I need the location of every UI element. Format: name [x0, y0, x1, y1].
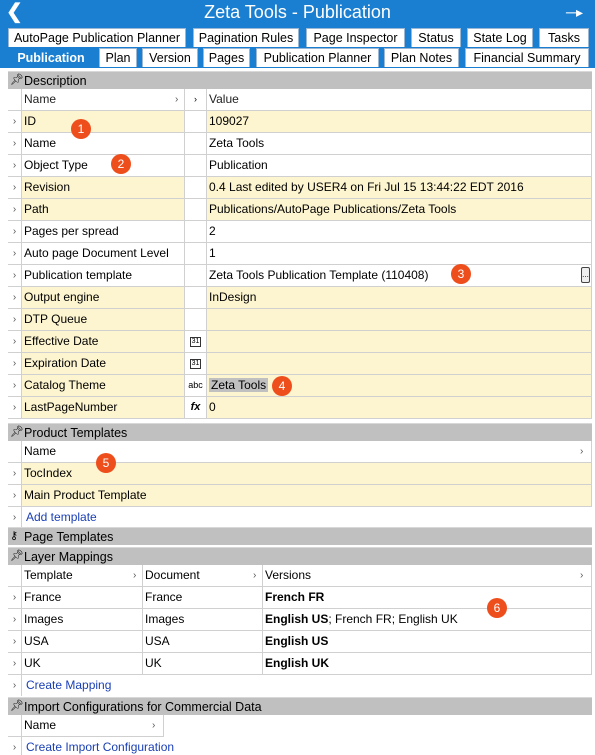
- chevron-right-icon[interactable]: ›: [8, 485, 22, 506]
- table-header-row: [8, 565, 592, 587]
- chevron-right-icon[interactable]: ›: [8, 111, 22, 132]
- template-cell: Images: [22, 609, 143, 630]
- tab-page-inspector[interactable]: Page Inspector: [306, 28, 405, 47]
- column-header-name[interactable]: Name: [22, 715, 164, 736]
- create-mapping-link[interactable]: Create Mapping: [26, 678, 112, 692]
- versions-cell: French FR: [263, 587, 592, 608]
- chevron-right-icon[interactable]: ›: [580, 446, 584, 457]
- property-row-output-engine[interactable]: [8, 287, 592, 309]
- title-bar: [0, 0, 595, 25]
- property-value[interactable]: [207, 309, 592, 330]
- create-row: [8, 737, 592, 755]
- chevron-right-icon[interactable]: ›: [8, 133, 22, 154]
- chevron-right-icon: ›: [8, 675, 22, 696]
- tab-plan[interactable]: Plan: [99, 48, 137, 67]
- property-value[interactable]: Zeta Tools: [207, 133, 592, 154]
- property-row-pages-per-spread[interactable]: [8, 221, 592, 243]
- property-name: Auto page Document Level: [22, 243, 185, 264]
- chevron-right-icon[interactable]: ›: [8, 653, 22, 674]
- document-cell: USA: [143, 631, 263, 652]
- property-row-dtp-queue[interactable]: [8, 309, 592, 331]
- property-value[interactable]: InDesign: [207, 287, 592, 308]
- property-value[interactable]: 109027: [207, 111, 592, 132]
- chevron-right-icon[interactable]: ›: [8, 287, 22, 308]
- description-table: [8, 89, 592, 419]
- property-name: Output engine: [22, 287, 185, 308]
- back-chevron-icon[interactable]: ❮: [6, 1, 23, 23]
- property-row-expiration-date[interactable]: [8, 353, 592, 375]
- template-cell: UK: [22, 653, 143, 674]
- calendar-icon[interactable]: 31: [191, 337, 200, 345]
- property-row-id[interactable]: [8, 111, 592, 133]
- property-value[interactable]: 2: [207, 221, 592, 242]
- document-cell: UK: [143, 653, 263, 674]
- section-label: Description: [24, 74, 87, 88]
- property-name: Effective Date: [22, 331, 185, 352]
- property-value[interactable]: 0.4 Last edited by USER4 on Fri Jul 15 13:44:22 EDT 2016: [207, 177, 592, 198]
- list-item[interactable]: [8, 485, 592, 507]
- template-cell: France: [22, 587, 143, 608]
- chevron-right-icon[interactable]: ›: [8, 587, 22, 608]
- callout-badge-5: 5: [96, 453, 116, 473]
- property-name: Revision: [22, 177, 185, 198]
- tab-status[interactable]: Status: [411, 28, 461, 47]
- chevron-right-icon[interactable]: ›: [8, 221, 22, 242]
- product-templates-table: [8, 441, 592, 528]
- property-value[interactable]: [207, 331, 592, 352]
- calendar-icon[interactable]: 31: [191, 359, 200, 367]
- property-name: LastPageNumber: [22, 397, 185, 418]
- chevron-right-icon[interactable]: ›: [185, 89, 207, 110]
- callout-badge-2: 2: [111, 154, 131, 174]
- column-header-name[interactable]: Name: [22, 441, 592, 462]
- document-cell: Images: [143, 609, 263, 630]
- document-cell: France: [143, 587, 263, 608]
- import-configurations-section-header[interactable]: [8, 697, 592, 715]
- text-type-icon: abc: [188, 380, 203, 390]
- property-value[interactable]: [207, 265, 592, 286]
- property-name: Pages per spread: [22, 221, 185, 242]
- column-header-name[interactable]: Name: [22, 89, 185, 110]
- template-name: TocIndex: [22, 463, 592, 484]
- property-name: Object Type: [22, 155, 185, 176]
- catalog-theme-value: Zeta Tools: [211, 378, 267, 392]
- layer-mappings-table: [8, 565, 592, 696]
- chevron-right-icon[interactable]: ›: [133, 570, 137, 581]
- chevron-right-icon[interactable]: ›: [8, 243, 22, 264]
- sort-chevron-icon[interactable]: ›: [175, 94, 179, 105]
- property-value[interactable]: 0: [207, 397, 592, 418]
- callout-badge-1: 1: [71, 119, 91, 139]
- chevron-right-icon[interactable]: ›: [8, 397, 22, 418]
- add-row: [8, 507, 592, 528]
- create-import-configuration-link[interactable]: Create Import Configuration: [26, 740, 175, 754]
- property-name: Catalog Theme: [22, 375, 185, 396]
- chevron-right-icon[interactable]: ›: [8, 609, 22, 630]
- property-name: Expiration Date: [22, 353, 185, 374]
- table-row[interactable]: [8, 653, 592, 675]
- chevron-right-icon: ›: [8, 507, 22, 528]
- tab-publication-planner[interactable]: Publication Planner: [256, 48, 379, 67]
- property-row-object-type[interactable]: [8, 155, 592, 177]
- chevron-right-icon[interactable]: ›: [8, 155, 22, 176]
- section-label: Import Configurations for Commercial Data: [24, 700, 262, 714]
- property-name: ID: [22, 111, 185, 132]
- column-header-value[interactable]: Value: [207, 89, 592, 110]
- column-header-versions[interactable]: Versions: [263, 565, 592, 586]
- versions-cell: English US; French FR; English UK: [263, 609, 592, 630]
- property-value[interactable]: Publications/AutoPage Publications/Zeta Tools: [207, 199, 592, 220]
- property-value[interactable]: [207, 375, 592, 396]
- tab-pagination-rules[interactable]: Pagination Rules: [193, 28, 299, 47]
- add-template-link[interactable]: Add template: [26, 510, 97, 524]
- template-name: Main Product Template: [22, 485, 592, 506]
- chevron-right-icon: ›: [8, 737, 22, 755]
- tab-state-log[interactable]: State Log: [467, 28, 533, 47]
- table-header-row: [8, 89, 592, 111]
- chevron-right-icon[interactable]: ›: [253, 570, 257, 581]
- pin-icon[interactable]: 📌︎: [10, 74, 24, 86]
- chevron-right-icon[interactable]: ›: [8, 309, 22, 330]
- layer-mappings-section-header[interactable]: [8, 547, 592, 565]
- product-templates-section-header[interactable]: [8, 423, 592, 441]
- chevron-right-icon[interactable]: ›: [8, 331, 22, 352]
- section-label: Layer Mappings: [24, 550, 113, 564]
- property-name: Name: [22, 133, 185, 154]
- chevron-right-icon[interactable]: ›: [152, 720, 156, 731]
- window-title: Zeta Tools - Publication: [204, 2, 391, 22]
- property-name: DTP Queue: [22, 309, 185, 330]
- property-name: Path: [22, 199, 185, 220]
- chevron-right-icon[interactable]: ›: [8, 631, 22, 652]
- property-value[interactable]: Publication: [207, 155, 592, 176]
- publication-template-value: Zeta Tools Publication Template (110408): [209, 268, 429, 282]
- tab-plan-notes[interactable]: Plan Notes: [384, 48, 459, 67]
- property-row-revision[interactable]: [8, 177, 592, 199]
- tab-pages[interactable]: Pages: [203, 48, 250, 67]
- chevron-right-icon[interactable]: ›: [8, 463, 22, 484]
- callout-badge-4: 4: [272, 376, 292, 396]
- chevron-right-icon[interactable]: ›: [8, 265, 22, 286]
- table-header-row: [8, 715, 164, 737]
- page-templates-section-header[interactable]: [8, 527, 592, 545]
- property-row-effective-date[interactable]: [8, 331, 592, 353]
- column-header-template[interactable]: Template: [22, 565, 143, 586]
- tab-financial-summary[interactable]: Financial Summary: [465, 48, 589, 67]
- chevron-right-icon[interactable]: ›: [8, 375, 22, 396]
- pin-icon[interactable]: 📌︎: [10, 700, 24, 712]
- description-section-header[interactable]: [8, 71, 592, 89]
- chevron-right-icon[interactable]: ›: [8, 177, 22, 198]
- pin-icon[interactable]: 📌︎: [10, 550, 24, 562]
- property-value[interactable]: [207, 353, 592, 374]
- browse-button[interactable]: ...: [581, 267, 590, 283]
- callout-badge-6: 6: [487, 598, 507, 618]
- formula-icon: fx: [190, 401, 201, 413]
- property-row-publication-template[interactable]: [8, 265, 592, 287]
- key-icon[interactable]: ⚷: [10, 530, 19, 542]
- property-row-catalog-theme[interactable]: [8, 375, 592, 397]
- property-row-auto-page-document-level[interactable]: [8, 243, 592, 265]
- tab-tasks[interactable]: Tasks: [539, 28, 589, 47]
- tab-version[interactable]: Version: [142, 48, 198, 67]
- section-label: Product Templates: [24, 426, 128, 440]
- property-row-path[interactable]: [8, 199, 592, 221]
- pin-icon[interactable]: ─▸: [566, 4, 583, 20]
- chevron-right-icon[interactable]: ›: [8, 199, 22, 220]
- versions-cell: English US: [263, 631, 592, 652]
- chevron-right-icon[interactable]: ›: [580, 570, 584, 581]
- property-row-name[interactable]: [8, 133, 592, 155]
- table-row[interactable]: [8, 631, 592, 653]
- callout-badge-3: 3: [451, 264, 471, 284]
- tab-autopage-publication-planner[interactable]: AutoPage Publication Planner: [8, 28, 186, 47]
- versions-cell: English UK: [263, 653, 592, 674]
- tab-publication[interactable]: Publication: [8, 48, 94, 67]
- chevron-right-icon[interactable]: ›: [8, 353, 22, 374]
- section-label: Page Templates: [24, 530, 114, 544]
- tab-bar: [0, 25, 595, 68]
- property-row-last-page-number[interactable]: [8, 397, 592, 419]
- property-value[interactable]: 1: [207, 243, 592, 264]
- property-name: Publication template: [22, 265, 185, 286]
- column-header-document[interactable]: Document: [143, 565, 263, 586]
- template-cell: USA: [22, 631, 143, 652]
- create-row: [8, 675, 592, 696]
- pin-icon[interactable]: 📌︎: [10, 426, 24, 438]
- import-configurations-table: [8, 715, 592, 755]
